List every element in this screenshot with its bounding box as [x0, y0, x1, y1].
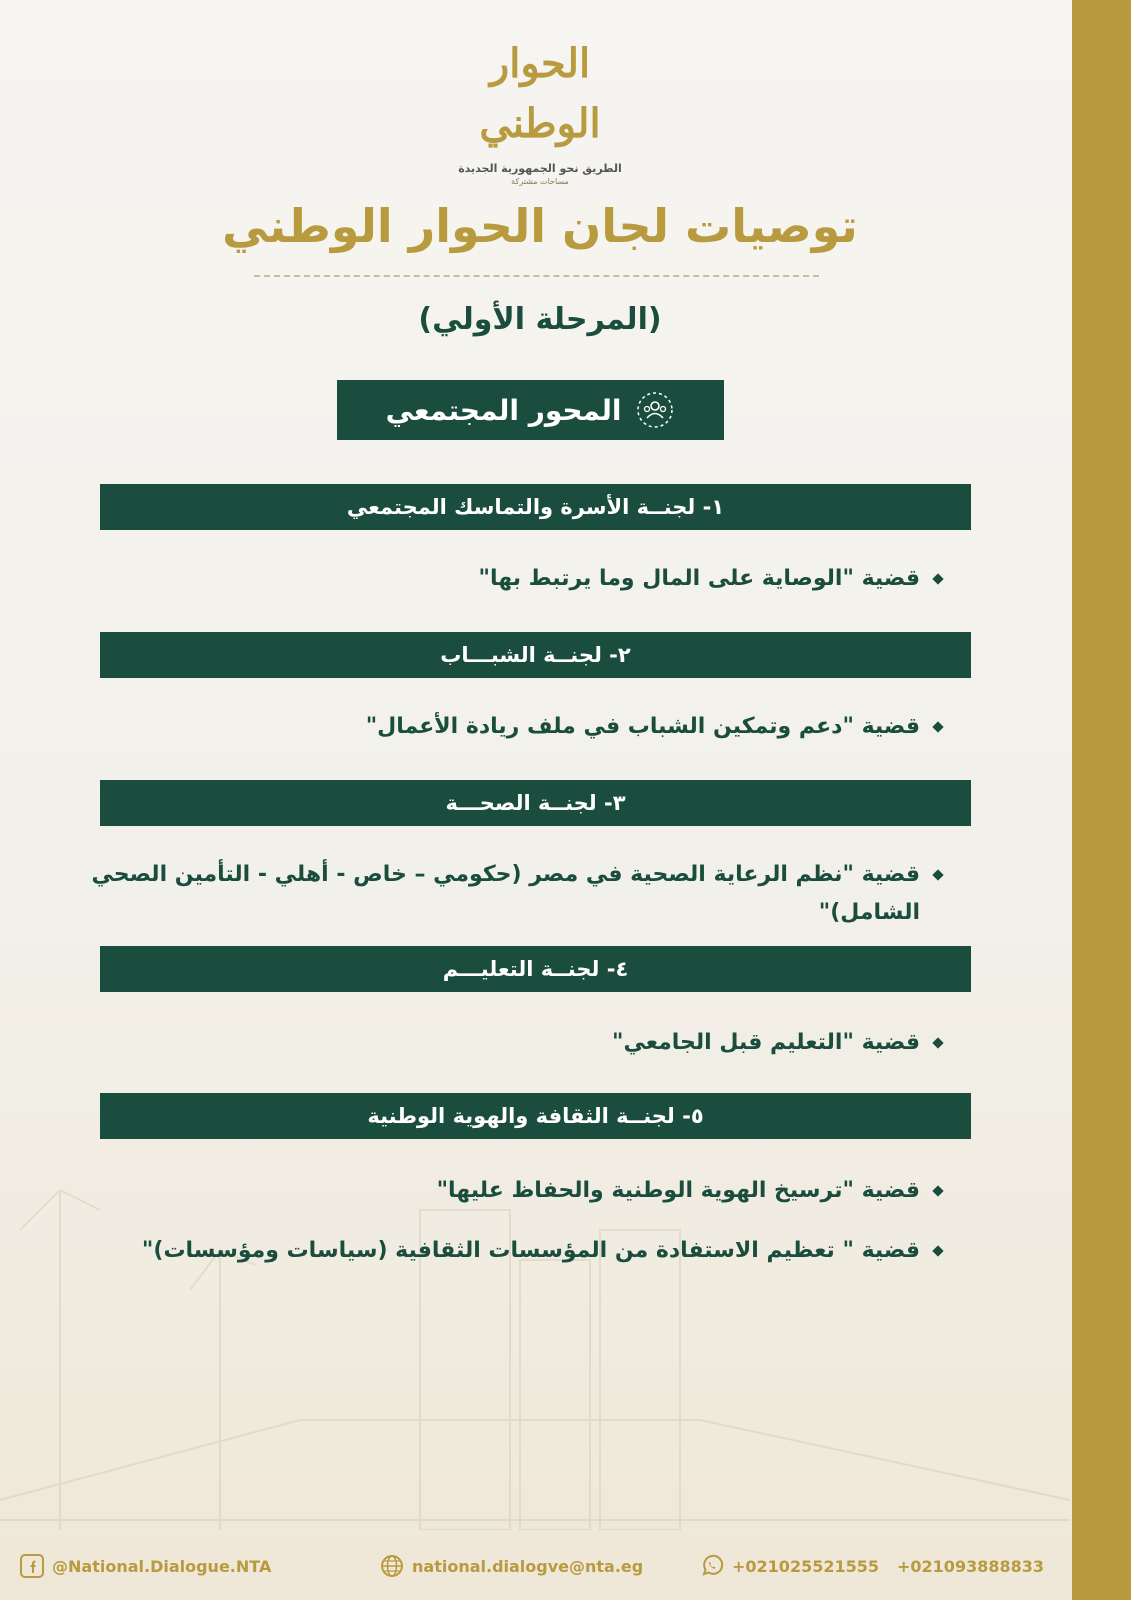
committee-4-item-1: قضية "التعليم قبل الجامعي": [70, 1024, 950, 1062]
footer-website[interactable]: [380, 1548, 643, 1584]
committee-2-item-1: قضية "دعم وتمكين الشباب في ملف ريادة الأعمال": [70, 708, 950, 746]
footer: [20, 1548, 1060, 1584]
committee-5-bar: ٥- لجنــة الثقافة والهوية الوطنية: [100, 1093, 971, 1139]
axis-header: [337, 380, 724, 440]
phase-subtitle: (المرحلة الأولي): [418, 302, 662, 337]
logo-calligraphy: الحوار الوطني: [479, 40, 601, 147]
logo: [440, 34, 640, 184]
website-address: national.dialogve@nta.eg: [412, 1556, 644, 1576]
committee-5-item-2: قضية " تعظيم الاستفادة من المؤسسات الثقافية (سياسات ومؤسسات)": [70, 1232, 950, 1270]
committee-4-bar: ٤- لجنــة التعليـــم: [100, 946, 971, 992]
axis-label: المحور المجتمعي: [385, 393, 622, 427]
whatsapp-icon: [700, 1554, 724, 1578]
footer-facebook[interactable]: [20, 1548, 271, 1584]
committee-1-item-1: قضية "الوصاية على المال وما يرتبط بها": [70, 560, 950, 598]
title-divider: [254, 275, 819, 277]
committee-5-item-1: قضية "ترسيخ الهوية الوطنية والحفاظ عليها": [70, 1172, 950, 1210]
footer-phones[interactable]: [700, 1548, 1044, 1584]
phone-2: +021093888833: [897, 1556, 1044, 1576]
phone-1: +021025521555: [732, 1556, 879, 1576]
background-city-illustration: [0, 1170, 1070, 1530]
committee-3-item-1: قضية "نظم الرعاية الصحية في مصر (حكومي – خاص - أهلي - التأمين الصحي الشامل)": [70, 856, 950, 932]
facebook-icon: [20, 1554, 44, 1578]
facebook-handle: @National.Dialogue.NTA: [52, 1556, 272, 1576]
committee-3-bar: ٣- لجنــة الصحـــة: [100, 780, 971, 826]
page-title: توصيات لجان الحوار الوطني: [222, 199, 858, 253]
gold-side-strip: [1072, 0, 1131, 1600]
people-network-icon: [635, 390, 675, 430]
committee-1-bar: ١- لجنــة الأسرة والتماسك المجتمعي: [100, 484, 971, 530]
committee-2-bar: ٢- لجنــة الشبـــاب: [100, 632, 971, 678]
logo-subline: مساحات مشتركة: [511, 177, 569, 186]
globe-icon: [380, 1554, 404, 1578]
logo-tagline: الطريق نحو الجمهورية الجديدة: [458, 162, 622, 175]
